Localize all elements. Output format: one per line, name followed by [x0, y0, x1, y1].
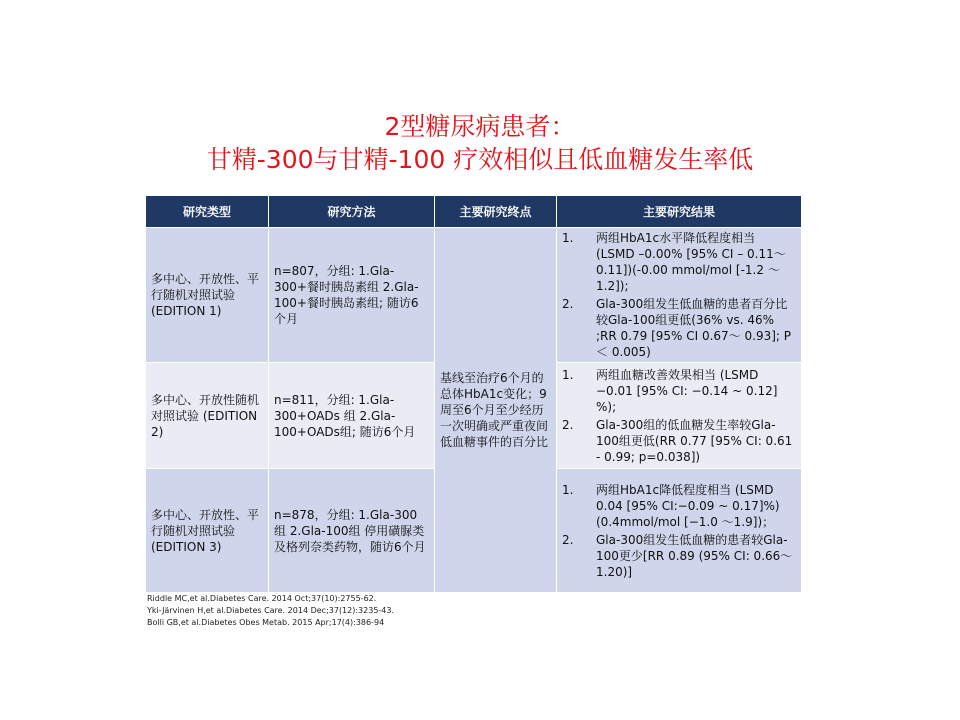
- header-primary-endpoint: 主要研究终点: [435, 196, 557, 228]
- list-number: 2.: [562, 532, 574, 547]
- results-list: [562, 230, 796, 360]
- header-study-method: 研究方法: [269, 196, 435, 228]
- table-header-row: [146, 196, 802, 228]
- list-text: 两组HbA1c水平降低程度相当 (LSMD –0.00% [95% CI – 0.11～0.11])(-0.00 mmol/mol [-1.2 ～ 1.2]);: [596, 231, 786, 293]
- cell-results: [557, 228, 802, 363]
- cell-study-type: 多中心、开放性、平行随机对照试验 (EDITION 3): [146, 469, 269, 593]
- list-number: 1.: [562, 231, 574, 245]
- reference-line: Riddle MC,et al.Diabetes Care. 2014 Oct;37(10):2755-62.: [147, 594, 377, 603]
- study-table: [145, 195, 802, 593]
- list-text: 两组血糖改善效果相当 (LSMD −0.01 [95% CI: −0.14 ~ 0.12] %);: [596, 367, 778, 414]
- cell-primary-endpoint: 基线至治疗6个月的总体HbA1c变化；9周至6个月至少经历一次明确或严重夜间低血糖事件的百分比: [435, 228, 557, 593]
- cell-study-method: n=878，分组: 1.Gla-300组 2.Gla-100组 停用磺脲类及格列奈类药物，随访6个月: [269, 469, 435, 593]
- header-study-type: 研究类型: [146, 196, 269, 228]
- references: [147, 593, 394, 629]
- list-number: 1.: [562, 367, 574, 382]
- reference-line: Yki-Järvinen H,et al.Diabetes Care. 2014 Dec;37(12):3235-43.: [147, 606, 395, 615]
- list-text: 两组HbA1c降低程度相当 (LSMD 0.04 [95% CI:−0.09 ~ 0.17]%) (0.4mmol/mol [−1.0 ～1.9])；: [596, 482, 780, 529]
- cell-study-type: 多中心、开放性随机对照试验 (EDITION 2): [146, 363, 269, 469]
- list-text: Gla-300组发生低血糖的患者较Gla-100更少[RR 0.89 (95% CI: 0.66～ 1.20)]: [596, 532, 793, 579]
- list-item: [562, 296, 796, 360]
- cell-study-type: 多中心、开放性、平行随机对照试验 (EDITION 1): [146, 228, 269, 363]
- header-primary-results: 主要研究结果: [557, 196, 802, 228]
- list-item: [562, 367, 796, 415]
- results-list: [562, 482, 796, 580]
- list-text: Gla-300组的低血糖发生率较Gla-100组更低(RR 0.77 [95% CI: 0.61 - 0.99; p=0.038]): [596, 417, 793, 464]
- table-row: [146, 228, 802, 363]
- list-number: 1.: [562, 482, 574, 497]
- list-item: [562, 532, 796, 580]
- reference-line: Bolli GB,et al.Diabetes Obes Metab. 2015 Apr;17(4):386-94: [147, 618, 385, 627]
- list-number: 2.: [562, 417, 574, 432]
- list-item: [562, 482, 796, 530]
- results-list: [562, 367, 796, 465]
- slide-title-line1: 2型糖尿病患者：: [384, 112, 576, 141]
- cell-results: [557, 363, 802, 469]
- list-item: [562, 417, 796, 465]
- slide-title-line2: 甘精-300与甘精-100 疗效相似且低血糖发生率低: [206, 145, 754, 174]
- cell-results: [557, 469, 802, 593]
- list-item: [562, 230, 796, 294]
- cell-study-method: n=807，分组: 1.Gla-300+餐时胰岛素组 2.Gla-100+餐时胰岛素组; 随访6个月: [269, 228, 435, 363]
- cell-study-method: n=811，分组: 1.Gla-300+OADs 组 2.Gla-100+OADs组; 随访6个月: [269, 363, 435, 469]
- list-number: 2.: [562, 297, 574, 311]
- list-text: Gla-300组发生低血糖的患者百分比较Gla-100组更低(36% vs. 46% ;RR 0.79 [95% CI 0.67～ 0.93]; P ＜ 0.005): [596, 297, 791, 359]
